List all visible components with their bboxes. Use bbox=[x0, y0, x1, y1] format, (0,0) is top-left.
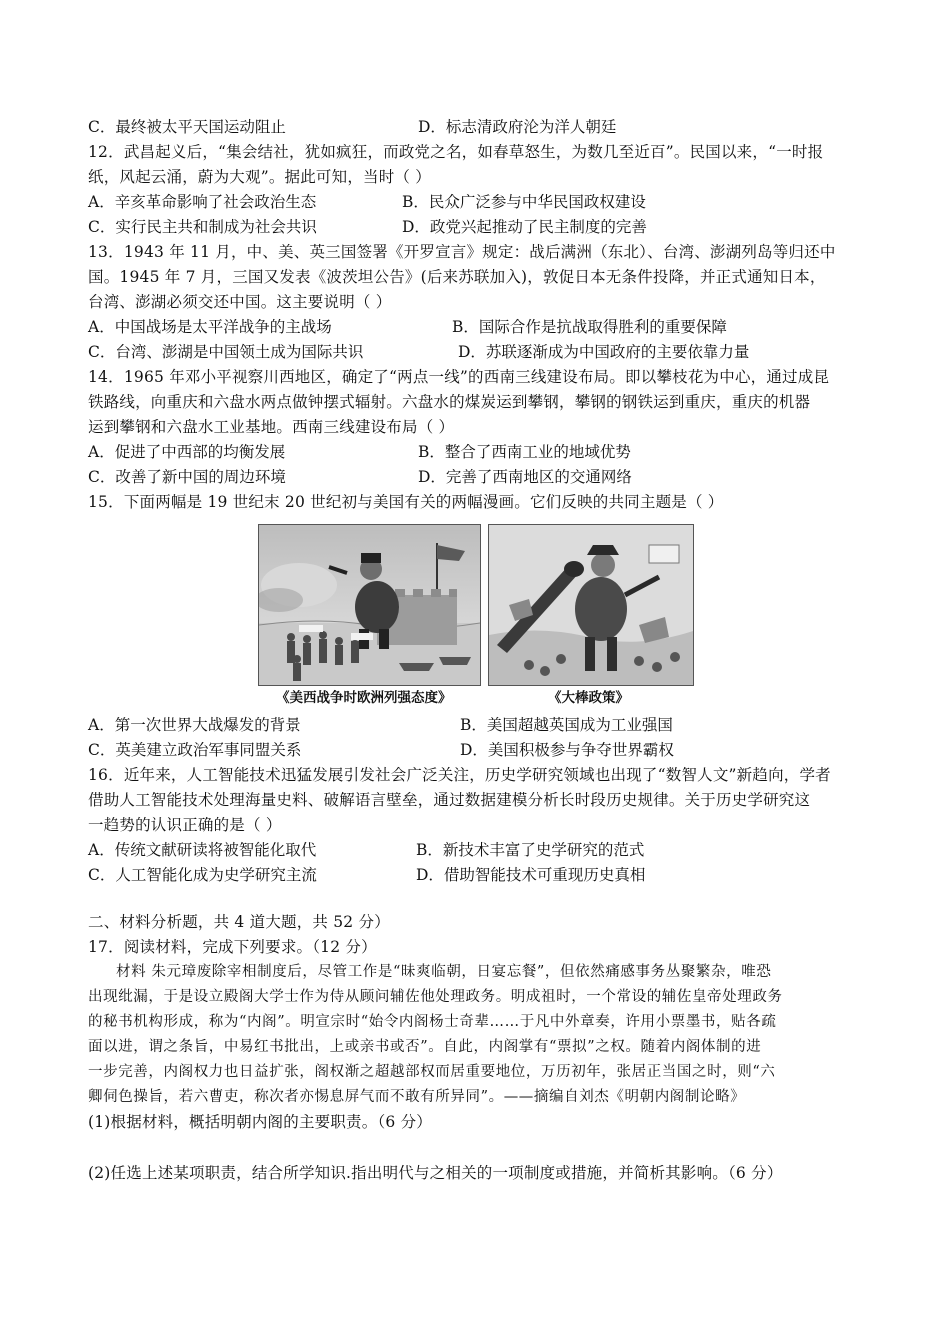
q16-stem-line-3: 一趋势的认识正确的是（ ） bbox=[88, 816, 282, 834]
q12-stem-line-1: 12．武昌起义后，“集会结社，犹如疯狂，而政党之名，如春草怒生，为数几至近百”。民国以来，“一时报 bbox=[88, 143, 824, 161]
q13-option-c: C．台湾、澎湖是中国领土成为国际共识 bbox=[88, 343, 364, 361]
q11-option-c: C．最终被太平天国运动阻止 bbox=[88, 118, 286, 136]
q15-option-b: B．美国超越英国成为工业强国 bbox=[460, 716, 673, 734]
q14-option-a: A．促进了中西部的均衡发展 bbox=[88, 443, 286, 461]
cartoon-big-stick-image bbox=[488, 524, 694, 686]
q17-material-line-3: 的秘书机构形成，称为“内阁”。明宣宗时“始令内阁杨士奇辈……于凡中外章奏，许用小票墨书，贴各疏 bbox=[88, 1014, 777, 1030]
q15-cartoons bbox=[258, 524, 694, 706]
q12-option-b: B．民众广泛参与中华民国政权建设 bbox=[402, 193, 646, 211]
q12-stem-line-2: 纸，风起云涌，蔚为大观”。据此可知，当时（ ） bbox=[88, 168, 431, 186]
q13-stem-line-2: 国。1945 年 7 月，三国又发表《波茨坦公告》(后来苏联加入)，敦促日本无条件投降，并正式通知日本， bbox=[88, 268, 826, 286]
q12-option-c: C．实行民主共和制成为社会共识 bbox=[88, 218, 317, 236]
q17-material-line-2: 出现纰漏，于是设立殿阁大学士作为侍从顾问辅佐他处理政务。明成祖时，一个常设的辅佐皇帝处理政务 bbox=[88, 989, 783, 1005]
q13-option-b: B．国际合作是抗战取得胜利的重要保障 bbox=[452, 318, 727, 336]
q17-title: 17．阅读材料，完成下列要求。（12 分） bbox=[88, 938, 377, 956]
q15-option-a: A．第一次世界大战爆发的背景 bbox=[88, 716, 301, 734]
q14-option-c: C．改善了新中国的周边环境 bbox=[88, 468, 286, 486]
q13-option-d: D．苏联逐渐成为中国政府的主要依靠力量 bbox=[458, 343, 750, 361]
q16-option-b: B．新技术丰富了史学研究的范式 bbox=[416, 841, 645, 859]
q12-option-a: A．辛亥革命影响了社会政治生态 bbox=[88, 193, 317, 211]
q17-material-line-4: 面以进，谓之条旨，中易红书批出，上或亲书或否”。自此，内阁掌有“票拟”之权。随着内阁体制的进 bbox=[88, 1039, 762, 1055]
q11-option-d: D．标志清政府沦为洋人朝廷 bbox=[418, 118, 617, 136]
q14-option-b: B．整合了西南工业的地域优势 bbox=[418, 443, 631, 461]
q17-material-line-5: 一步完善，内阁权力也日益扩张，阁权渐之超越部权而居重要地位，万历初年，张居正当国之时，则“六 bbox=[88, 1064, 776, 1080]
q15-option-c: C．英美建立政治军事同盟关系 bbox=[88, 741, 302, 759]
q15-stem: 15．下面两幅是 19 世纪末 20 世纪初与美国有关的两幅漫画。它们反映的共同主题是（ ） bbox=[88, 493, 724, 511]
q17-material-line-6: 卿伺色操旨，若六曹吏，称次者亦惕息屏气而不敢有所异同”。——摘编自刘杰《明朝内阁制论略》 bbox=[88, 1089, 746, 1105]
q17-material-line-1: 材料 朱元璋废除宰相制度后，尽管工作是“昧爽临朝，日宴忘餐”，但依然痛感事务丛聚繁杂，唯恐 bbox=[116, 964, 772, 980]
q14-stem-line-2: 铁路线，向重庆和六盘水两点做钟摆式辐射。六盘水的煤炭运到攀钢，攀钢的钢铁运到重庆，重庆的机器 bbox=[88, 393, 811, 411]
cartoon-left-caption: 《美西战争时欧洲列强态度》 bbox=[276, 690, 452, 706]
q13-option-a: A．中国战场是太平洋战争的主战场 bbox=[88, 318, 332, 336]
q14-option-d: D．完善了西南地区的交通网络 bbox=[418, 468, 632, 486]
q16-option-d: D．借助智能技术可重现历史真相 bbox=[416, 866, 646, 884]
q14-stem-line-3: 运到攀钢和六盘水工业基地。西南三线建设布局（ ） bbox=[88, 418, 455, 436]
q16-stem-line-2: 借助人工智能技术处理海量史料、破解语言壁垒，通过数据建模分析长时段历史规律。关于历史学研究这 bbox=[88, 791, 811, 809]
q14-stem-line-1: 14．1965 年邓小平视察川西地区，确定了“两点一线”的西南三线建设布局。即以攀枝花为中心，通过成昆 bbox=[88, 368, 830, 386]
section2-heading: 二、材料分析题，共 4 道大题，共 52 分） bbox=[88, 913, 390, 931]
q17-subquestion-1: (1)根据材料，概括明朝内阁的主要职责。（6 分） bbox=[88, 1113, 432, 1131]
cartoon-european-powers-image bbox=[258, 524, 481, 686]
q15-option-d: D．美国积极参与争夺世界霸权 bbox=[460, 741, 674, 759]
q17-subquestion-2: (2)任选上述某项职责，结合所学知识.指出明代与之相关的一项制度或措施，并简析其影响。（6 分） bbox=[88, 1164, 783, 1182]
q16-stem-line-1: 16．近年来，人工智能技术迅猛发展引发社会广泛关注，历史学研究领域也出现了“数智人文”新趋向，学者 bbox=[88, 766, 831, 784]
q13-stem-line-3: 台湾、澎湖必须交还中国。这主要说明（ ） bbox=[88, 293, 392, 311]
q13-stem-line-1: 13．1943 年 11 月，中、美、英三国签署《开罗宣言》规定：战后满洲（东北）、台湾、澎湖列岛等归还中 bbox=[88, 243, 836, 261]
q16-option-c: C．人工智能化成为史学研究主流 bbox=[88, 866, 317, 884]
cartoon-right-caption: 《大棒政策》 bbox=[548, 690, 629, 706]
q12-option-d: D．政党兴起推动了民主制度的完善 bbox=[402, 218, 647, 236]
q16-option-a: A．传统文献研读将被智能化取代 bbox=[88, 841, 317, 859]
